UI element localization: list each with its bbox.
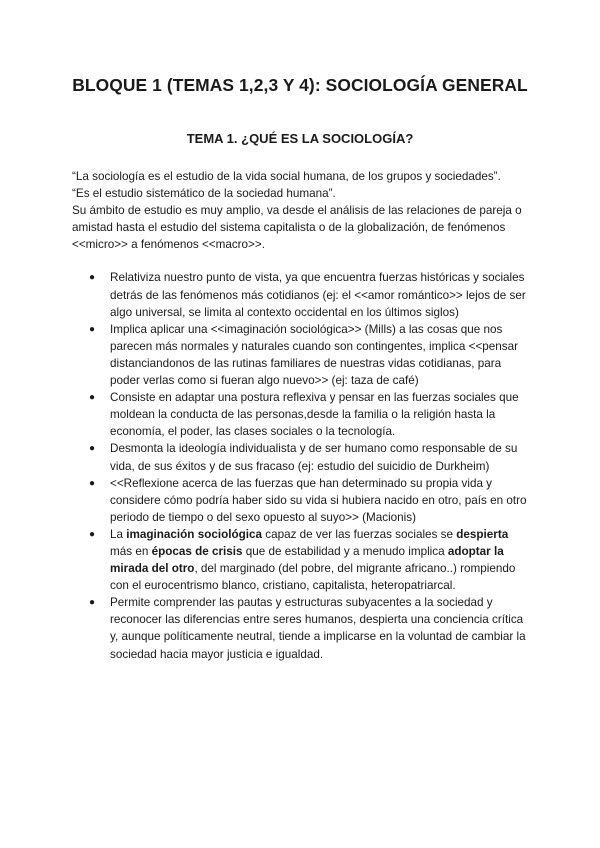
bullet-icon: ● (89, 477, 96, 489)
bullet-icon: ● (89, 392, 96, 404)
bold-term: imaginación sociológica (126, 527, 262, 541)
bullet-icon: ● (89, 272, 96, 284)
list-item-text: <<Reflexione acerca de las fuerzas que han determinado su propia vida y considere cómo podría haber sido su vida si hubiera nacido en otro, país en otro periodo de tiempo o del sexo opuesto al suyo>> (Macionis) (110, 476, 527, 524)
list-item-text (110, 528, 515, 592)
list-item (72, 440, 528, 474)
section-title: TEMA 1. ¿QUÉ ES LA SOCIOLOGÍA? (186, 131, 414, 146)
list-item (72, 475, 528, 526)
bold-term: épocas de crisis (151, 544, 243, 558)
bullet-icon: ● (89, 443, 96, 455)
list-item-text: Implica aplicar una <<imaginación sociológica>> (Mills) a las cosas que nos parecen más normales y naturales cuando son contingentes, implica <<pensar distanciandonos de las rutinas familiares de nuestras vidas cotidianas, para poder verlas como si fueran algo nuevo>> (ej: taza de café) (110, 322, 519, 388)
intro-line: “Es el estudio sistemático de la sociedad humana”. (72, 187, 336, 201)
intro-line: “La sociología es el estudio de la vida social humana, de los grupos y sociedades”. (72, 170, 501, 183)
list-item (72, 389, 528, 440)
text-run: , del marginado (del pobre, del migrante africano..) rompiendo con el eurocentrismo blanco, cristiano, capitalista, heteropatriarcal. (110, 562, 516, 593)
list-item-text: Relativiza nuestro punto de vista, ya que encuentra fuerzas históricas y sociales detrás de las fenómenos más cotidianos (ej: el <<amor romántico>> lejos de ser algo universal, se limita al contexto occidental en los últimos siglos) (110, 271, 526, 319)
intro-line: Su ámbito de estudio es muy amplio, va desde el análisis de las relaciones de pareja o amistad hasta el estudio del sistema capitalista o de la globalización, de fenómenos <<micro>> a fenómenos <<macro>>. (72, 204, 522, 252)
bullet-list (72, 269, 528, 662)
bold-term: adoptar la mirada del otro (110, 544, 504, 576)
intro-text (72, 168, 528, 253)
bullet-icon: ● (89, 597, 96, 609)
list-item (72, 594, 528, 662)
bullet-icon: ● (89, 323, 96, 335)
list-item-text: Permite comprender las pautas y estructuras subyacentes a la sociedad y reconocer las diferencias entre seres humanos, despierta una conciencia crítica y, aunque políticamente neutral, tiende a implicarse en la voluntad de cambiar la sociedad hacia mayor justicia e igualdad. (110, 596, 526, 661)
text-run: capaz de ver las fuerzas sociales se (262, 527, 457, 541)
text-run: que de estabilidad y a menudo implica (242, 544, 448, 558)
list-item-text: Consiste en adaptar una postura reflexiva y pensar en las fuerzas sociales que moldean la conducta de las personas,desde la familia o la religión hasta la economía, el poder, las clases sociales o la tecnología. (110, 391, 519, 439)
list-item (72, 526, 528, 594)
list-item-text: Desmonta la ideología individualista y de ser humano como responsable de su vida, de sus éxitos y de sus fracaso (ej: estudio del suicidio de Durkheim) (110, 442, 518, 473)
list-item (72, 269, 528, 320)
bold-term: despierta (456, 527, 509, 541)
list-item (72, 321, 528, 389)
text-run: más en (110, 544, 152, 558)
document-title: BLOQUE 1 (TEMAS 1,2,3 Y 4): SOCIOLOGÍA GENERAL (72, 75, 528, 95)
text-run: La (110, 527, 127, 541)
bullet-icon: ● (89, 528, 96, 540)
